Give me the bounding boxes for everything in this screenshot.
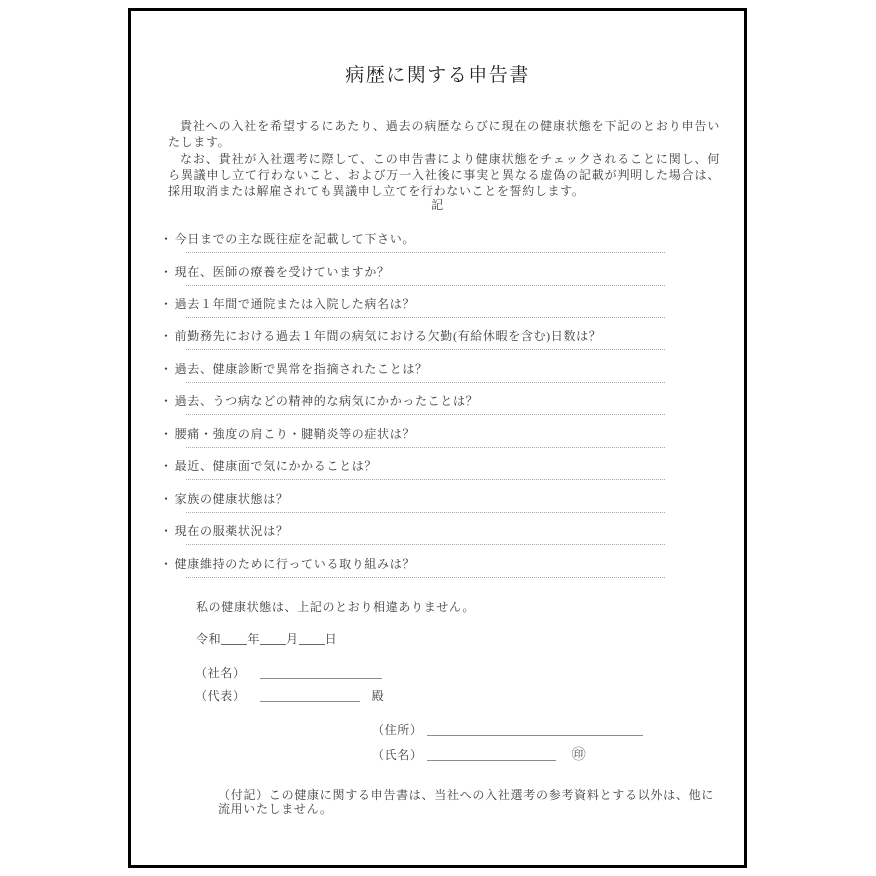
bullet-marker: ・ bbox=[160, 557, 173, 571]
answer-blank-line bbox=[186, 512, 665, 513]
postscript-note: （付記）この健康に関する申告書は、当社への入社選考の参考資料とする以外は、他に流用いたしません。 bbox=[218, 788, 714, 816]
bullet-marker: ・ bbox=[160, 362, 173, 376]
question-item-6 bbox=[160, 394, 700, 415]
question-text: 今日までの主な既往症を記載して下さい。 bbox=[174, 232, 416, 246]
question-text: 最近、健康面で気にかかることは？ bbox=[174, 459, 378, 473]
bullet-marker: ・ bbox=[160, 524, 173, 538]
year-suffix: 年 bbox=[247, 632, 260, 646]
company-label: （社名） bbox=[195, 666, 246, 680]
name-label: （氏名） bbox=[372, 748, 423, 762]
company-name-blank bbox=[260, 666, 382, 679]
answer-blank-line bbox=[186, 317, 665, 318]
question-item-10 bbox=[160, 524, 700, 545]
declaration-form-page bbox=[128, 8, 747, 868]
bullet-marker: ・ bbox=[160, 232, 173, 246]
page-title: 病歴に関する申告書 bbox=[345, 65, 530, 86]
question-item-9 bbox=[160, 492, 700, 513]
bullet-marker: ・ bbox=[160, 459, 173, 473]
bullet-marker: ・ bbox=[160, 265, 173, 279]
question-item-8 bbox=[160, 459, 700, 480]
address-line bbox=[372, 721, 643, 738]
intro-paragraph-2: なお、貴社が入社選考に際して、この申告書により健康状態をチェックされることに関し、何ら異議申し立て行わないこと、および万一入社後に事実と異なる虚偽の記載が判明した場合は、採用取消または解雇されても異議申し立てを行わないことを誓約します。 bbox=[168, 152, 720, 198]
question-text: 家族の健康状態は？ bbox=[174, 492, 289, 506]
question-text: 過去、うつ病などの精神的な病気にかかったことは？ bbox=[174, 394, 479, 408]
question-text: 健康維持のために行っている取り組みは？ bbox=[174, 557, 416, 571]
question-text: 過去１年間で通院または入院した病名は？ bbox=[174, 297, 416, 311]
record-marker: 記 bbox=[431, 198, 444, 212]
name-blank bbox=[427, 748, 556, 761]
month-suffix: 月 bbox=[285, 632, 299, 646]
year-blank bbox=[221, 632, 247, 645]
month-blank bbox=[260, 632, 286, 645]
question-item-5 bbox=[160, 362, 700, 383]
intro-paragraph-1: 貴社への入社を希望するにあたり、過去の病歴ならびに現在の健康状態を下記のとおり申告いたします。 bbox=[168, 119, 720, 149]
question-item-2 bbox=[160, 265, 700, 286]
question-item-1 bbox=[160, 232, 700, 253]
company-name-line bbox=[195, 664, 382, 681]
bullet-marker: ・ bbox=[160, 329, 173, 343]
answer-blank-line bbox=[186, 447, 665, 448]
answer-blank-line bbox=[186, 252, 665, 253]
answer-blank-line bbox=[186, 414, 665, 415]
answer-blank-line bbox=[186, 544, 665, 545]
address-label: （住所） bbox=[372, 723, 423, 737]
answer-blank-line bbox=[186, 479, 665, 480]
bullet-marker: ・ bbox=[160, 427, 173, 441]
day-suffix: 日 bbox=[324, 632, 338, 646]
seal-mark-icon: ㊞ bbox=[571, 748, 587, 763]
representative-name-blank bbox=[260, 689, 360, 702]
representative-line bbox=[195, 687, 384, 704]
era-label: 令和 bbox=[196, 632, 222, 646]
question-text: 現在の服薬状況は？ bbox=[174, 524, 289, 538]
honorific-label: 殿 bbox=[371, 689, 385, 703]
question-text: 前勤務先における過去１年間の病気における欠勤(有給休暇を含む)日数は？ bbox=[174, 329, 602, 343]
question-item-4 bbox=[160, 329, 700, 350]
answer-blank-line bbox=[186, 285, 665, 286]
question-text: 現在、医師の療養を受けていますか？ bbox=[174, 265, 390, 279]
question-text: 腰痛・強度の肩こり・腱鞘炎等の症状は？ bbox=[174, 427, 416, 441]
answer-blank-line bbox=[186, 577, 665, 578]
representative-label: （代表） bbox=[195, 689, 246, 703]
bullet-marker: ・ bbox=[160, 394, 173, 408]
question-item-7 bbox=[160, 427, 700, 448]
answer-blank-line bbox=[186, 349, 665, 350]
date-line bbox=[196, 630, 337, 647]
affirmation-statement: 私の健康状態は、上記のとおり相違ありません。 bbox=[196, 600, 476, 614]
bullet-marker: ・ bbox=[160, 492, 173, 506]
address-blank bbox=[427, 723, 643, 736]
answer-blank-line bbox=[186, 382, 665, 383]
day-blank bbox=[299, 632, 325, 645]
question-item-11 bbox=[160, 557, 700, 578]
bullet-marker: ・ bbox=[160, 297, 173, 311]
question-item-3 bbox=[160, 297, 700, 318]
name-line bbox=[372, 744, 586, 764]
question-text: 過去、健康診断で異常を指摘されたことは？ bbox=[174, 362, 428, 376]
